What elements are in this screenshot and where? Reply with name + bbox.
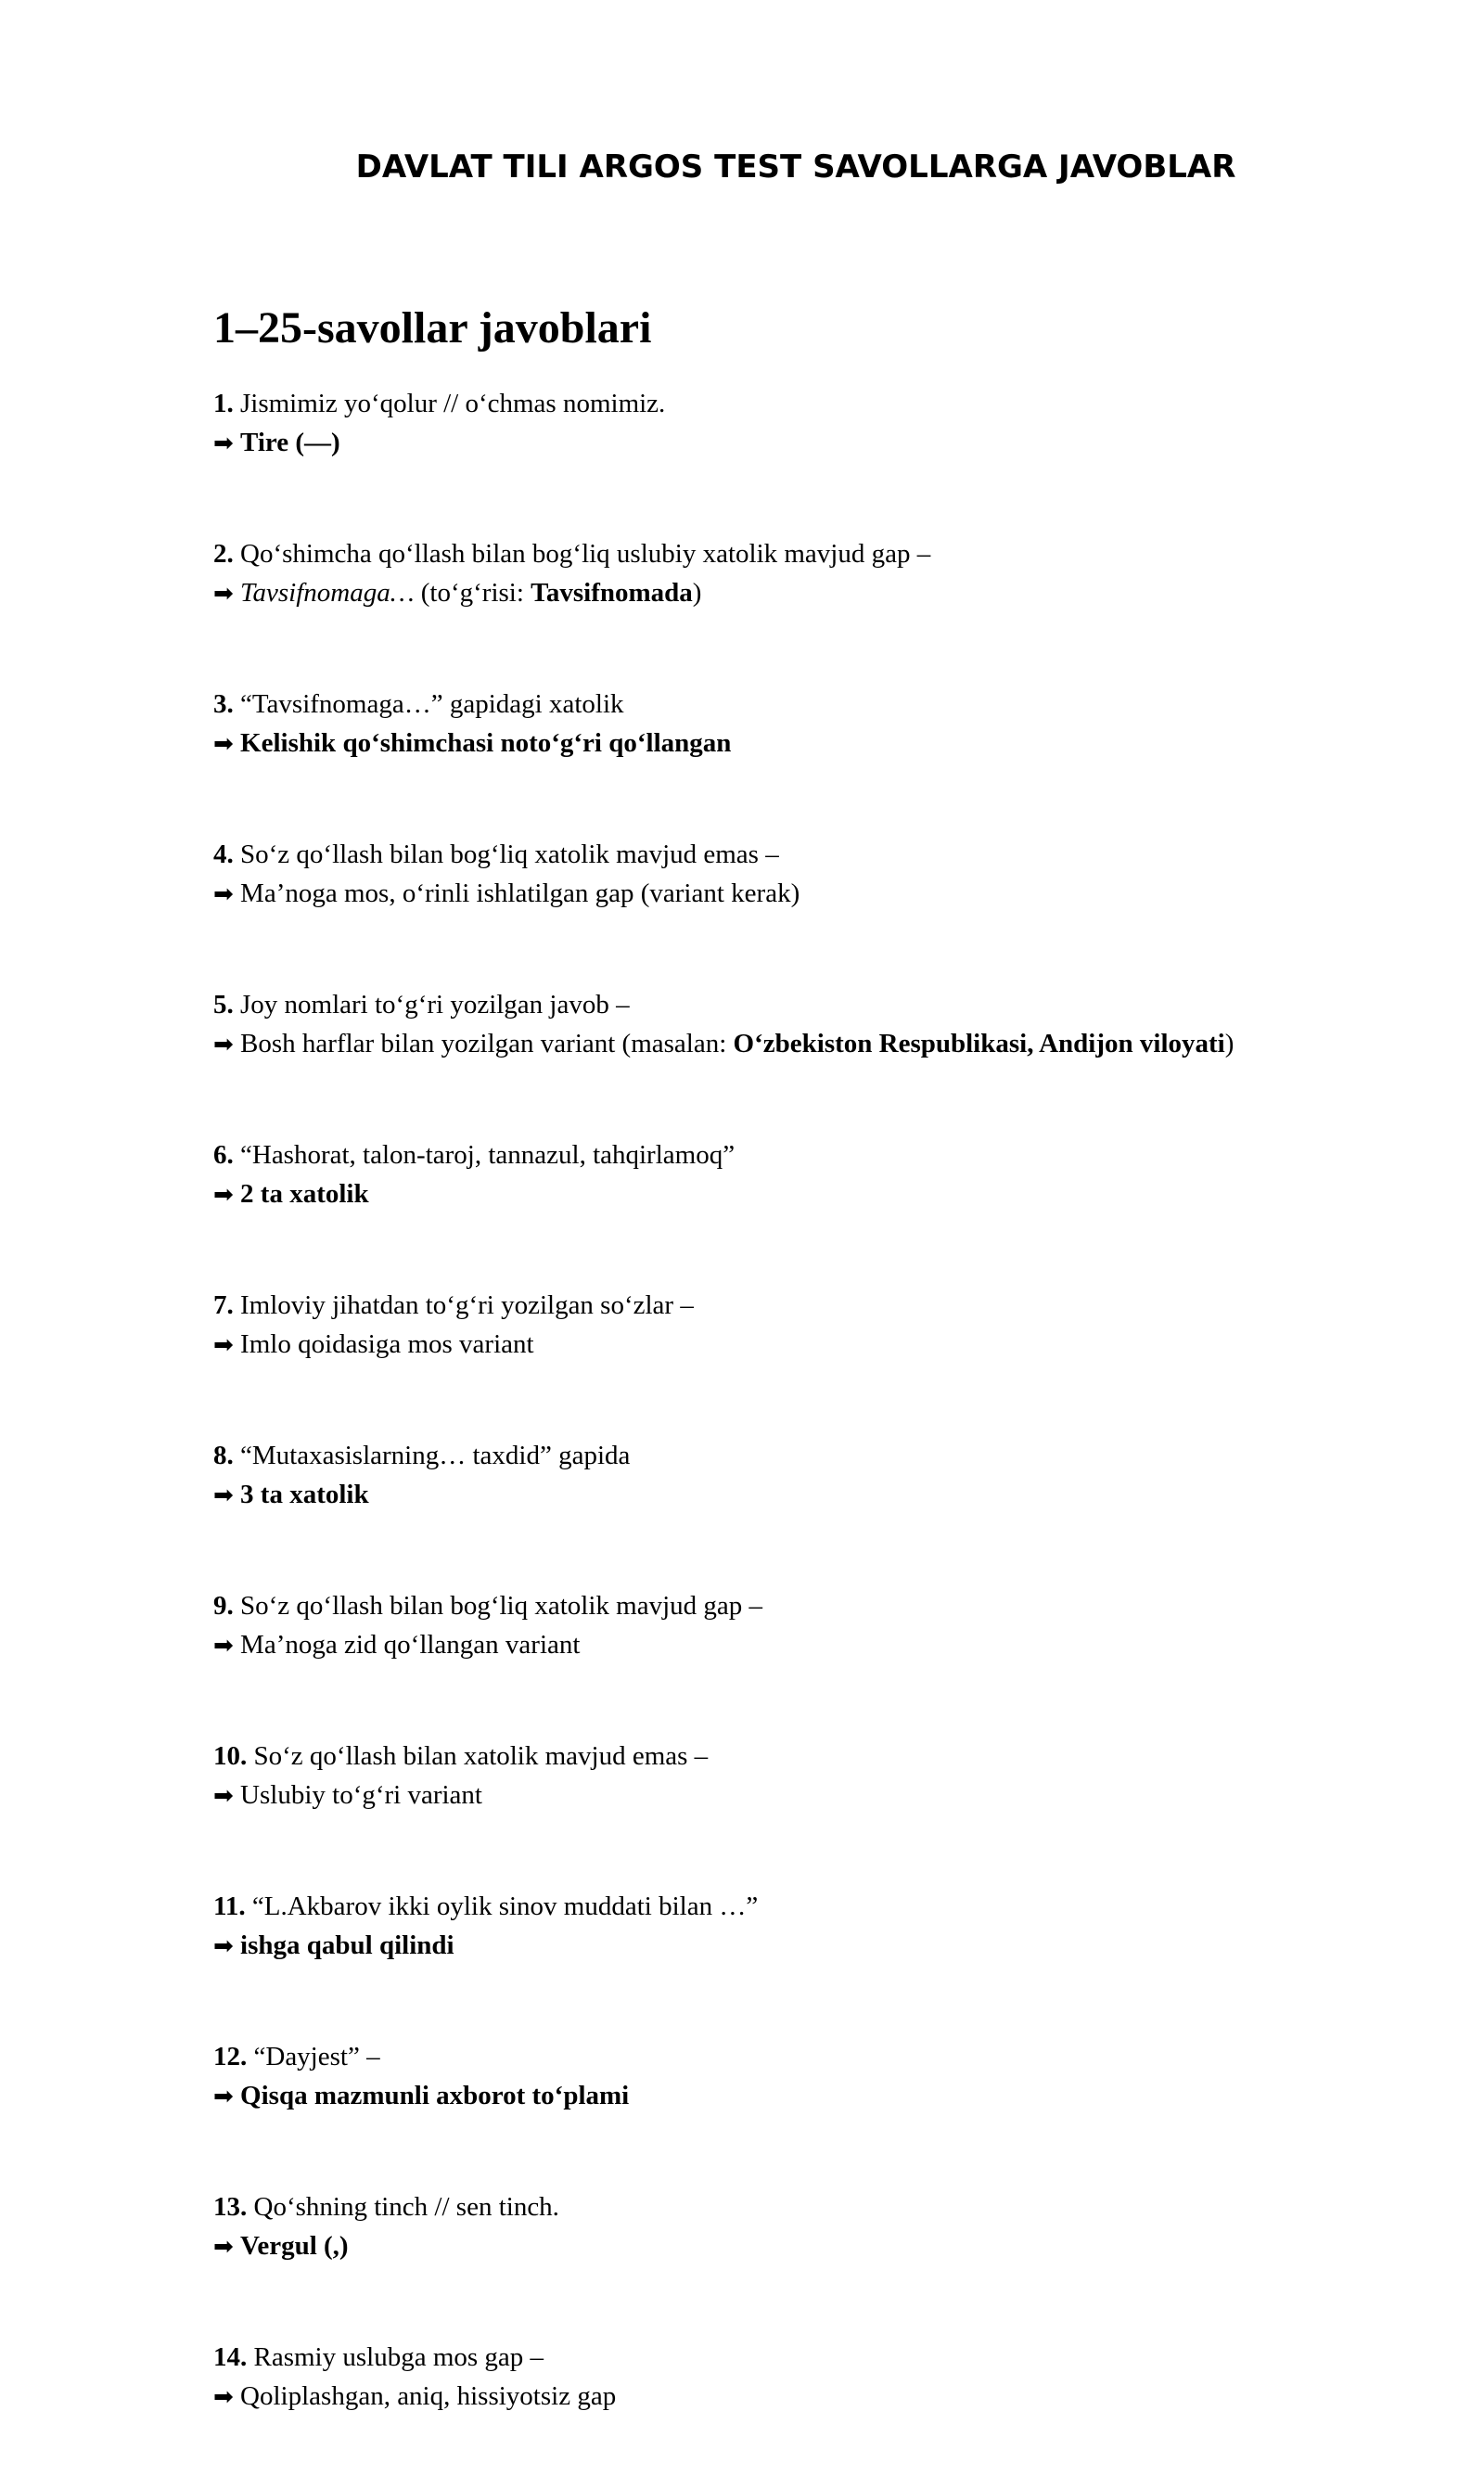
answer-note-end: ) <box>692 578 702 608</box>
answer-note-end: ) <box>1224 1029 1235 1058</box>
list-item <box>213 1586 1456 1665</box>
arrow-right-icon: ➡ <box>213 1932 234 1960</box>
question-text: Qo‘shimcha qo‘llash bilan bog‘liq uslubiy xatolik mavjud gap – <box>233 539 931 569</box>
list-item <box>213 2338 1456 2417</box>
arrow-right-icon: ➡ <box>213 880 234 908</box>
answer-text: Ma’noga mos, o‘rinli ishlatilgan gap (variant kerak) <box>240 878 800 908</box>
question-text: Qo‘shning tinch // sen tinch. <box>247 2192 559 2222</box>
question-number: 1. <box>213 389 234 418</box>
arrow-right-icon: ➡ <box>213 1331 234 1359</box>
question-line <box>213 2338 1456 2377</box>
question-text: “Dayjest” – <box>247 2042 380 2071</box>
question-text: “Mutaxasislarning… taxdid” gapida <box>233 1441 631 1470</box>
question-line <box>213 384 1456 423</box>
answer-text: Bosh harflar bilan yozilgan variant (masalan: <box>240 1029 734 1058</box>
question-text: So‘z qo‘llash bilan xatolik mavjud emas – <box>247 1741 709 1771</box>
question-line <box>213 534 1456 573</box>
question-number: 4. <box>213 840 234 869</box>
question-line <box>213 985 1456 1024</box>
question-text: Rasmiy uslubga mos gap – <box>247 2342 544 2372</box>
question-number: 6. <box>213 1140 234 1170</box>
answer-text: Tire (—) <box>240 428 340 457</box>
question-text: So‘z qo‘llash bilan bog‘liq xatolik mavjud emas – <box>233 840 779 869</box>
question-number: 11. <box>213 1892 246 1921</box>
question-number: 10. <box>213 1741 248 1771</box>
answer-text: Imlo qoidasiga mos variant <box>240 1329 534 1359</box>
section-heading: 1–25-savollar javoblari <box>213 303 652 353</box>
list-item <box>213 534 1456 613</box>
answer-line <box>213 423 1456 463</box>
answer-line <box>213 1325 1456 1365</box>
question-text: Imloviy jihatdan to‘g‘ri yozilgan so‘zlar – <box>233 1290 694 1320</box>
answer-line <box>213 573 1456 613</box>
arrow-right-icon: ➡ <box>213 1782 234 1810</box>
question-number: 13. <box>213 2192 248 2222</box>
question-number: 3. <box>213 689 234 719</box>
question-number: 8. <box>213 1441 234 1470</box>
answer-text: Qoliplashgan, aniq, hissiyotsiz gap <box>240 2381 617 2411</box>
answer-line <box>213 1926 1456 1966</box>
answer-line <box>213 2076 1456 2116</box>
question-number: 2. <box>213 539 234 569</box>
question-line <box>213 1887 1456 1926</box>
list-item <box>213 1286 1456 1365</box>
arrow-right-icon: ➡ <box>213 730 234 758</box>
answer-correction: Tavsifnomada <box>531 578 693 608</box>
arrow-right-icon: ➡ <box>213 1031 234 1058</box>
question-text: “Tavsifnomaga…” gapidagi xatolik <box>233 689 624 719</box>
answer-text: Ma’noga zid qo‘llangan variant <box>240 1630 581 1660</box>
answer-line <box>213 2226 1456 2266</box>
list-item <box>213 835 1456 914</box>
question-text: “Hashorat, talon-taroj, tannazul, tahqirlamoq” <box>233 1140 736 1170</box>
question-number: 14. <box>213 2342 248 2372</box>
question-line <box>213 1135 1456 1174</box>
list-item <box>213 1135 1456 1214</box>
answer-text: ishga qabul qilindi <box>240 1930 454 1960</box>
question-number: 5. <box>213 990 234 1020</box>
question-number: 9. <box>213 1591 234 1621</box>
answer-list <box>213 384 1456 2488</box>
list-item <box>213 985 1456 1064</box>
answer-line <box>213 1475 1456 1515</box>
arrow-right-icon: ➡ <box>213 2233 234 2261</box>
answer-line <box>213 1625 1456 1665</box>
arrow-right-icon: ➡ <box>213 430 234 457</box>
question-line <box>213 1436 1456 1475</box>
question-number: 12. <box>213 2042 248 2071</box>
list-item <box>213 2037 1456 2116</box>
answer-line <box>213 1776 1456 1815</box>
list-item <box>213 2187 1456 2266</box>
answer-text: Kelishik qo‘shimchasi noto‘g‘ri qo‘llangan <box>240 728 732 758</box>
answer-line <box>213 874 1456 914</box>
question-line <box>213 1737 1456 1776</box>
document-title: DAVLAT TILI ARGOS TEST SAVOLLARGA JAVOBLAR <box>355 148 1236 186</box>
arrow-right-icon: ➡ <box>213 2083 234 2110</box>
answer-line <box>213 724 1456 763</box>
list-item <box>213 1737 1456 1815</box>
question-text: Joy nomlari to‘g‘ri yozilgan javob – <box>233 990 630 1020</box>
list-item <box>213 384 1456 463</box>
question-text: “L.Akbarov ikki oylik sinov muddati bilan …” <box>245 1892 759 1921</box>
arrow-right-icon: ➡ <box>213 1632 234 1660</box>
answer-text: Uslubiy to‘g‘ri variant <box>240 1780 482 1810</box>
arrow-right-icon: ➡ <box>213 580 234 608</box>
question-line <box>213 1586 1456 1625</box>
question-line <box>213 2187 1456 2226</box>
answer-text: Vergul (,) <box>240 2231 349 2261</box>
question-line <box>213 1286 1456 1325</box>
answer-text: Qisqa mazmunli axborot to‘plami <box>240 2081 630 2110</box>
answer-line <box>213 2377 1456 2417</box>
question-text: So‘z qo‘llash bilan bog‘liq xatolik mavjud gap – <box>233 1591 762 1621</box>
answer-text: Tavsifnomaga… <box>240 578 415 608</box>
list-item <box>213 1887 1456 1966</box>
answer-text: 3 ta xatolik <box>240 1480 369 1509</box>
question-text: Jismimiz yo‘qolur // o‘chmas nomimiz. <box>233 389 666 418</box>
question-line <box>213 2037 1456 2076</box>
question-line <box>213 835 1456 874</box>
arrow-right-icon: ➡ <box>213 1181 234 1209</box>
answer-note: (to‘g‘risi: <box>414 578 531 608</box>
answer-line <box>213 1174 1456 1214</box>
answer-line <box>213 1024 1456 1064</box>
arrow-right-icon: ➡ <box>213 1481 234 1509</box>
answer-example: O‘zbekiston Respublikasi, Andijon viloyati <box>733 1029 1225 1058</box>
list-item <box>213 1436 1456 1515</box>
question-line <box>213 685 1456 724</box>
answer-text: 2 ta xatolik <box>240 1179 369 1209</box>
list-item <box>213 685 1456 763</box>
question-number: 7. <box>213 1290 234 1320</box>
arrow-right-icon: ➡ <box>213 2383 234 2411</box>
